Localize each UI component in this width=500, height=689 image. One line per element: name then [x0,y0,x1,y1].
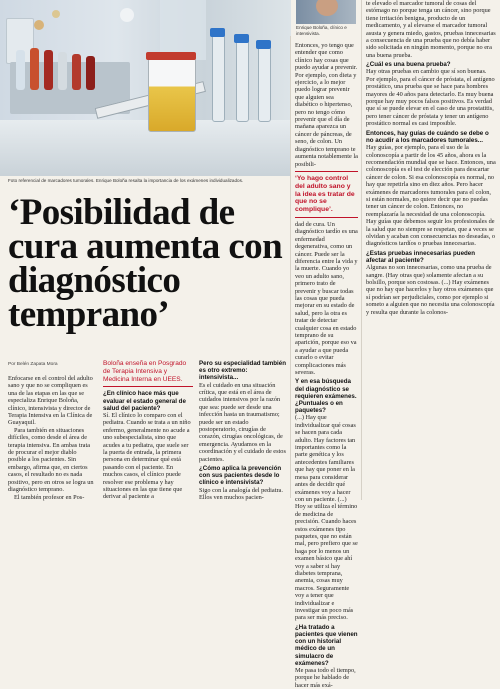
answer: Me pasa todo el tiempo, porque he hablado de hacer más exá- [295,667,356,689]
sample-cup [148,58,196,132]
pull-quote-rule [295,217,358,218]
pull-quote-rule [295,171,358,172]
portrait-photo [296,0,356,24]
portrait-face [316,0,338,16]
test-tube [258,46,271,122]
equipment-shape [160,0,206,60]
kicker-rule [103,386,193,387]
column-2 [103,360,193,501]
test-tube [212,34,225,122]
tube-cap [256,40,271,49]
answer: Sigo con la analogía del pediatra. Ellos ven muchos pacien- [199,486,283,502]
question: Entonces, hay guías de cuándo se debe o no acudir a los marcadores tumorales... [366,129,489,144]
question: ¿Estas pruebas innecesarias pueden afectar al paciente? [366,249,476,264]
answer: Entonces, yo tengo que entender que como clínico hay cosas que puedo ayudar a prevenir. Por ejemplo, con dieta y ejercicio, a lo mejor puedo lograr prevenir que alguien sea diabético o hipertenso, pero no tengo cómo prevenir que el día de mañana aparezca un cáncer de páncreas, de seno, de colon. Un diagnóstico temprano te aumenta notablemente la posibili- [295,42,358,168]
bokeh-light [52,10,60,18]
answer: Es el cuidado en una situación crítica, que está en el área de cuidados intensivos por la razón que sea: puede ser desde una infección hasta un traumatismo; puede ser un estado postoperatorio, cirugías de corazón, cirugías oncológicas, de emergencia. Ayudamos en la coordinación y el cuidado de estos pacientes. [199,381,286,463]
headline: ‘Posibilidad de cura aumenta con diagnóstico temprano’ [8,192,283,335]
column-5 [366,0,496,500]
answer: dad de cura. Un diagnóstico tardío es una enfermedad degenerativa, como un cáncer. Puede ser la diferencia entre la vida y la muerte. Cuando yo veo un adulto sano, primero trato de prevenir y buscar todas las cosas que pueda mejorar en su estado de salud, pero la otra es tratar de detectar cualquier cosa en estado temprano de su aparición, porque eso va a ayudar a que pueda curarlo o evitar complicaciones más severas. [295,220,358,377]
test-tube [58,52,67,90]
byline: Por Belén Zapata Mora [8,362,58,367]
answer: Hay guías, por ejemplo, para el uso de la colonoscopía a partir de los 45 años, ahora es la recomendación mundial que se hace. Entonces, una colonoscopía es el test de elección para descartar cáncer de colon. Si esa colonoscopía es normal, no hay que repetirla sino en diez años. Pero hacer exámenes de marcadores tumorales para el colon, si están normales, no quiere decir que no puedas tener un cáncer de colon. Entonces, no reemplazaría la necesidad de una colonoscopía. Hay guías que debemos seguir los profesionales de la salud que no siempre se respetan, que a veces se olvidan y acaban con consecuencias no deseadas, o diagnósticos tardíos o pruebas innecesarias. [366,144,496,248]
answer: Sí. El clínico lo comparo con el pediatra. Cuando se trata a un niño enfermo, generalmente no acude a uno subespecialista, sino que acudes a tu pediatra, que suele ser la puerta de entrada, la primera persona en determinar qué está pasando con el paciente. En muchos casos, el clínico puede resolver ese problema y hay situaciones en las que tiene que derivar al paciente a [103,412,191,501]
column-3 [199,360,287,502]
answer: (...) Hay que individualizar qué cosas se hacen para cada adulto. Hay factores tan importantes como la parte genética y los antecedentes familiares que hay que poner en la mesa para considerar antes de decidir qué exámenes voy a hacer con un paciente. (...) Hoy se utiliza el término de medicina de precisión. Cuando haces estos exámenes tipo paquetes, que no están mal, pero prefiero que se haga por lo menos un examen básico que ahí voy a saber si hay diabetes temprana, anemia, cosas muy macros. Seguramente voy a tener que individualizar e investigar un poco más para ser más preciso. [295,414,358,622]
column-4 [295,42,358,689]
lab-bench [0,120,291,176]
pull-quote: ‘Yo hago control del adulto sano y la idea es tratar de que no se complique’. [295,174,355,214]
kicker: Boloña enseña en Posgrado de Terapia Intensiva y Medicina Interna en UEES. [103,360,187,383]
answer: te elevado el marcador tumoral de cosas del estómago no porque tenga un cáncer, sino porque tiene irritación benigna, producto de un medicamento, y al elevarse el marcador tumoral asusta y genera miedo, gastos, pruebas innecesarias a consecuencia de una prueba que no debía haber sido solicitada en ningún momento, porque no era una buena prueba. [366,0,496,59]
bokeh-light [120,8,134,22]
answer: Algunas no son innecesarias, como una prueba de sangre. (Hay otras que) solamente afectan a su bolsillo, porque son costosas. (...) Hay exámenes que no hay que hacerlos y hay otros exámenes que sí podrían ser perjudiciales, como por ejemplo si someto a alguien que no necesita una colonoscopía y resulta que durante la colonos- [366,264,495,316]
photo-caption: Foto referencial de marcadores tumorales. Enrique Boloña resalta la importancia de los exámenes individualizados. [8,178,244,183]
question: ¿Ha tratado a pacientes que vienen con un historial médico de un simulacro de exámenes? [295,623,358,667]
paragraph: Para también en situaciones difíciles, como desde el área de terapia intensiva. En ambas trata de procurar el mejor diablo posible a los pacientes. Sin embargo, afirma que, en ciertos casos, el resultado no es nada positivo, pero en otros se logra un diagnóstico temprano. [8,426,94,494]
test-tube [30,48,39,90]
test-tube [86,56,95,90]
test-tube [44,50,53,90]
bokeh-light [34,20,44,30]
column-divider [290,36,291,498]
lab-photo [0,0,291,176]
question: ¿Cómo aplica la prevención con sus pacientes desde lo clínico e intensivista? [199,465,282,487]
question: ¿Cuál es una buena prueba? [366,61,451,69]
column-1 [8,375,96,501]
portrait-caption: Enrique Boloña, clínico e intensivista. [296,25,347,36]
paragraph: Enfocarse en el control del adulto sano y que no se compliquen es una de las etapas en las que se especializa Enrique Boloña, clínico, intensivista y director de Terapia Intensiva en la Clínica de Guayaquil. [8,375,93,427]
test-tube [16,50,25,90]
question: Y en esa búsqueda del diagnóstico se requieren exámenes. ¿Puntuales o en paquetes? [295,378,357,415]
test-tube [236,40,249,122]
column-divider [361,0,362,500]
question: Pero su especialidad también es otro extremo: intensivista... [199,360,286,382]
sample-cup-lid [146,52,196,60]
tube-cap [210,28,225,37]
test-tube [72,54,81,90]
tube-cap [234,34,249,43]
question: ¿En clínico hace más que evaluar el estado general de salud del paciente? [103,390,186,412]
paragraph: El también profesor en Pos- [14,493,85,501]
answer: Hay otras pruebas en cambio que sí son buenas. Por ejemplo, para el cáncer de próstata, el antígeno prostático, una prueba que se hace para hombres mayores de 40 años para detectarlo. Es muy buena porque hay muy pocos falsos positivos. Es verdad que sí se puede elevar en el caso de una prostatitis, pero tener cáncer de próstata y tener un antígeno prostático normal es casi imposible. [366,68,495,128]
